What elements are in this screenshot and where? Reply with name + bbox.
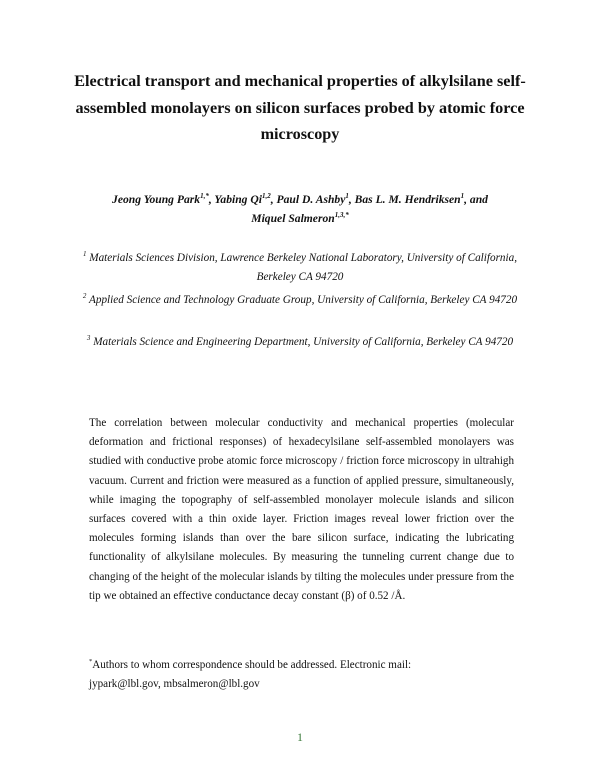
footnote-mark: * <box>89 658 93 665</box>
affiliation <box>82 249 518 287</box>
affiliation-number: 3 <box>86 334 91 342</box>
footnote-line <box>89 656 514 675</box>
author: Bas L. M. Hendriksen$^1$, and <box>354 192 488 206</box>
author: Yabing Qi$^{1,2}$, <box>214 192 277 206</box>
author-affiliation-mark: 1,* <box>200 192 209 200</box>
author: Paul D. Ashby$^1$, <box>276 192 355 206</box>
author-list <box>70 190 530 228</box>
author-affiliation-mark: 1,2 <box>261 192 271 200</box>
affiliation-text: Materials Science and Engineering Department, University of California, Berkeley CA 94720 <box>93 336 514 348</box>
author: Jeong Young Park$^{1,*}$, <box>112 192 215 206</box>
affiliation <box>82 333 518 352</box>
affiliation-text: Applied Science and Technology Graduate Group, University of California, Berkeley CA 94720 <box>89 294 518 306</box>
author-affiliation-mark: 1 <box>460 192 465 200</box>
affiliation-number: 2 <box>82 292 87 300</box>
footnote-text: Authors to whom correspondence should be addressed. Electronic mail: <box>92 659 412 671</box>
paper-title: Electrical transport and mechanical properties of alkylsilane self-assembled monolayers on silicon surfaces probed by atomic force microscopy <box>74 72 526 143</box>
abstract: The correlation between molecular conductivity and mechanical properties (molecular deformation and frictional responses) of hexadecylsilane self-assembled monolayers was studied with conductive probe atomic force microscopy / friction force microscopy in ultrahigh vacuum. Current and friction were measured as a function of applied pressure, simultaneously, while imaging the topography of self-assembled monolayer molecule islands and silicon surfaces covered with a thin oxide layer. Friction images reveal lower friction over the molecules forming islands than over the bare silicon surface, indicating the lubricating functionality of alkylsilane molecules. By measuring the tunneling current change due to changing of the height of the molecular islands by tilting the molecules under pressure from the tip we obtained an effective conductance decay constant (β) of 0.52 /Å. <box>89 417 514 602</box>
author-affiliation-mark: 1,3,* <box>334 211 349 219</box>
correspondence-footnote <box>89 656 514 694</box>
affiliation-text: Materials Sciences Division, Lawrence Berkeley National Laboratory, University of California, Berkeley CA 94720 <box>89 252 518 283</box>
affiliation <box>82 291 518 310</box>
affiliation-number: 1 <box>82 250 87 258</box>
author-affiliation-mark: 1 <box>345 192 349 200</box>
footnote-emails: jypark@lbl.gov, mbsalmeron@lbl.gov <box>89 678 260 690</box>
author: Miquel Salmeron$^{1,3,*}$ <box>251 211 349 225</box>
page-number: 1 <box>297 730 303 744</box>
